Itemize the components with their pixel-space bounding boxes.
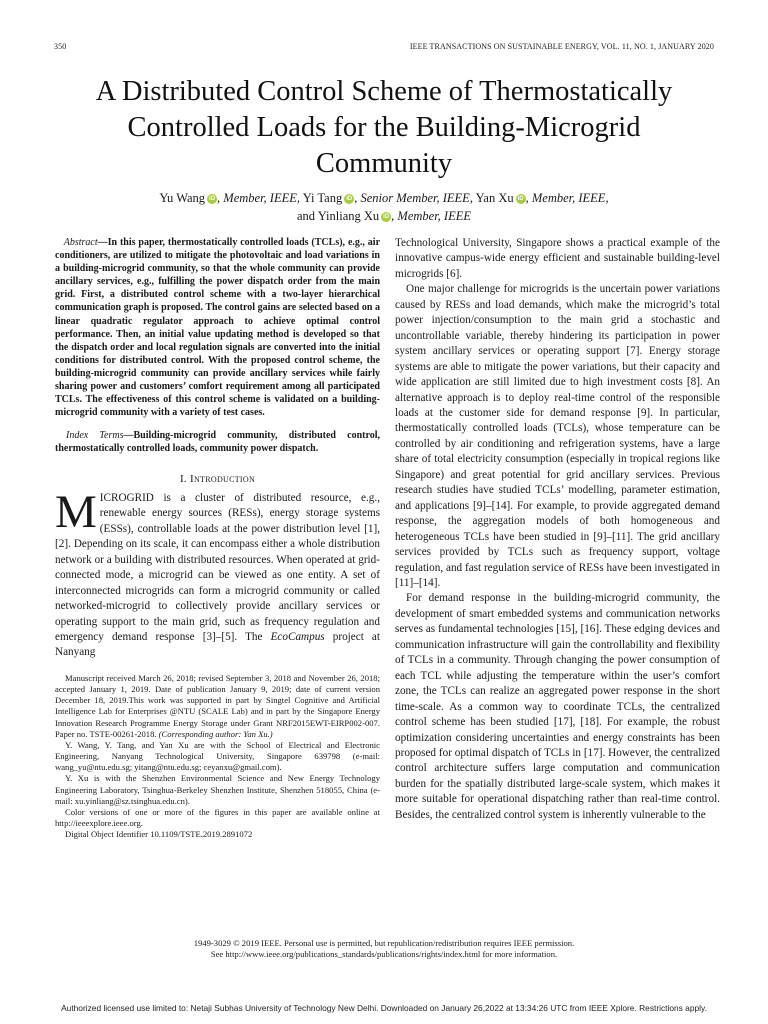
author-affiliation: , Senior Member, IEEE, bbox=[354, 191, 473, 205]
drop-cap: M bbox=[55, 485, 97, 538]
copyright-line: 1949-3029 © 2019 IEEE. Personal use is permitted, but republication/redistribution requires IEEE permission. bbox=[193, 938, 575, 948]
intro-text-b: project at Nanyang bbox=[55, 631, 380, 659]
author-name: Yan Xu bbox=[475, 191, 514, 205]
abstract-text: —In this paper, thermostatically controlled loads (TCLs), e.g., air conditioners, are utilized to mitigate the photovoltaic and load variations in a building-microgrid community, so that the whole community can provide ancillary services, e.g., fulfilling the power dispatch order from the main grid. First, a distributed control scheme with a two-layer hierarchical communication graph is proposed. The control gains are selected based on a linear quadratic regulator approach to achieve optimal control performance. Then, an initial value updating method is developed so that the dispatch order and local regulation signals are converted into the initial conditions for distributed control. With the proposed control scheme, the building-microgrid community can provide ancillary services while fairly sharing power and customers’ comfort requirement among all participated TCLs. The effectiveness of this control scheme is validated on a building-microgrid community with a variety of test cases. bbox=[55, 237, 381, 419]
footnote bbox=[55, 673, 380, 740]
body-paragraph: One major challenge for microgrids is the uncertain power variations caused by RESs and load demands, which make the microgrid’s total power injection/consumption to the main grid a stochastic and uncontrollable variable, thereby hindering its participation in power system ancillary services or operating support [7]. Energy storage systems are able to mitigate the power variations, but their capacity and wide application are still limited due to high investment costs [8]. An alternative approach is to deploy real-time control of the responsible loads at the customer side for demand response [9]. In particular, thermostatically controlled loads (TCLs), whose temperature can be controlled by air conditioning and refrigeration systems, have a large share of total electricity consumption (especially in tropical regions like Singapore) and great potential for grid ancillary services. Previous research studies have studied TCLs’ modelling, parameter estimation, and applications [9]–[14]. For example, to provide aggregated demand response, the aggregation models of both homogeneous and heterogeneous TCLs have been studied in [9]–[11]. The grid ancillary services provided by TCLs such as frequency support, voltage regulation, and fast regulation service of RESs have been investigated in [11]–[14]. bbox=[395, 283, 720, 589]
page-number: 350 bbox=[54, 42, 67, 51]
index-terms-label: Index Terms bbox=[66, 430, 124, 442]
orcid-icon[interactable]: iD bbox=[517, 196, 524, 202]
orcid-icon[interactable]: iD bbox=[346, 196, 353, 202]
footnotes bbox=[55, 673, 380, 840]
paper-title bbox=[40, 74, 728, 182]
license-footer: Authorized licensed use limited to: Netaji Subhas University of Technology New Delhi. Downloaded on January 26,2022 at 13:34:26 UTC from IEEE Xplore. Restrictions apply. bbox=[61, 1003, 707, 1013]
body-paragraph: For demand response in the building-microgrid community, the development of smart embedded systems and communication networks serves as fundamental technologies [15], [16]. These edging devices and communication infrastructure will gain the controllability and flexibility of TCLs in a community. Through changing the power consumption of each TCL while adjusting the temperature within the user’s comfort zone, the TCLs can realize an aggregated power response in the short time-scale. As a common way to coordinate TCLs, the centralized control scheme has been studied [17], [18]. For example, the robust optimization considering uncertainties and energy constraints has been proposed for optimal dispatch of TCLs in [17]. However, the centralized control architecture suffers large computation and communication burden for the spatially distributed large-scale system, which makes it more suitable for operational dispatching rather than real-time control. Besides, the centralized control system is inherently vulnerable to the bbox=[395, 592, 720, 821]
abstract-label: Abstract bbox=[63, 237, 98, 248]
section-number: I. bbox=[179, 472, 187, 485]
footnote-text: Manuscript received March 26, 2018; revised September 3, 2018 and November 26, 2018; accepted January 1, 2019. Date of publication January 9, 2019; date of current version December 18, 2019.This work was supported in part by Singtel Cognitive and Artificial Intelligence Lab for Enterprises @NTU (SCALE Lab) and in part by the Singapore Energy Innovation Research Programme Energy Storage under Grant NRF2015EWT-EIRP002-007. Paper no. TSTE-00261-2018. bbox=[55, 672, 380, 739]
author-name: and Yinliang Xu bbox=[296, 209, 380, 223]
orcid-icon[interactable]: iD bbox=[209, 196, 216, 202]
abstract bbox=[55, 236, 380, 419]
title-line: Controlled Loads for the Building-Microgrid bbox=[127, 112, 641, 143]
orcid-icon[interactable]: iD bbox=[383, 214, 390, 220]
title-line: A Distributed Control Scheme of Thermostatically bbox=[95, 76, 673, 107]
intro-paragraph bbox=[55, 485, 380, 661]
intro-text-a: ICROGRID is a cluster of distributed resource, e.g., renewable energy sources (RESs), energy storage systems (ESSs), controllable loads at the power distribution level [1], [2]. Depending on its scale, it can encompass either a whole distribution network or a building with distributed resources. When operated at grid-connected mode, a microgrid can be viewed as one entity. A set of interconnected microgrids can form a microgrid community or called networked-microgrid to collectively provide ancillary services or operating support to the main grid, such as frequency regulation and emergency demand response [3]–[5]. The bbox=[55, 491, 380, 644]
doi-footnote: Digital Object Identifier 10.1109/TSTE.2019.2891072 bbox=[65, 829, 253, 840]
author-list bbox=[60, 189, 708, 225]
footnote: Y. Xu is with the Shenzhen Environmental Science and New Energy Technology Engineering Laboratory, Tsinghua-Berkeley Shenzhen Institute, Shenzhen 518055, China (e-mail: xu.yinliang@sz.tsinghua.edu.cn). bbox=[55, 773, 380, 806]
author-line-1 bbox=[60, 189, 708, 207]
title-line: Community bbox=[315, 148, 453, 179]
left-column bbox=[55, 236, 380, 840]
right-column bbox=[395, 236, 720, 823]
author-affiliation: , Member, IEEE, bbox=[217, 191, 301, 205]
body-paragraph: Technological University, Singapore shows a practical example of the innovative campus-wide energy efficient and sustainable building-level microgrids [6]. bbox=[395, 237, 720, 280]
footnote-italic: (Corresponding author: Yan Xu.) bbox=[158, 728, 273, 739]
section-title: Introduction bbox=[190, 472, 256, 485]
author-affiliation: , Member, IEEE bbox=[391, 209, 471, 223]
journal-header: IEEE TRANSACTIONS ON SUSTAINABLE ENERGY, VOL. 11, NO. 1, JANUARY 2020 bbox=[409, 42, 714, 51]
footnote: Y. Wang, Y. Tang, and Yan Xu are with the School of Electrical and Electronic Engineering, Nanyang Technological University, Singapore 639798 (e-mail: wang_yu@ntu.edu.sg; yitang@ntu.edu.sg; ceyanxu@gmail.com). bbox=[55, 739, 380, 773]
index-terms bbox=[55, 429, 380, 455]
author-line-2 bbox=[60, 207, 708, 225]
section-heading bbox=[55, 472, 380, 487]
author-name: Yu Wang bbox=[159, 191, 206, 205]
intro-italic: EcoCampus bbox=[270, 631, 325, 644]
index-terms-text: —Building-microgrid community, distributed control, thermostatically controlled loads, community power dispatch. bbox=[55, 430, 381, 455]
author-name: Yi Tang bbox=[302, 191, 343, 205]
copyright-line: See http://www.ieee.org/publications_standards/publications/rights/index.html for more information. bbox=[210, 949, 558, 960]
author-affiliation: , Member, IEEE, bbox=[525, 191, 609, 205]
copyright-notice bbox=[80, 938, 688, 961]
footnote: Color versions of one or more of the figures in this paper are available online at http://ieeexplore.ieee.org. bbox=[55, 806, 380, 828]
